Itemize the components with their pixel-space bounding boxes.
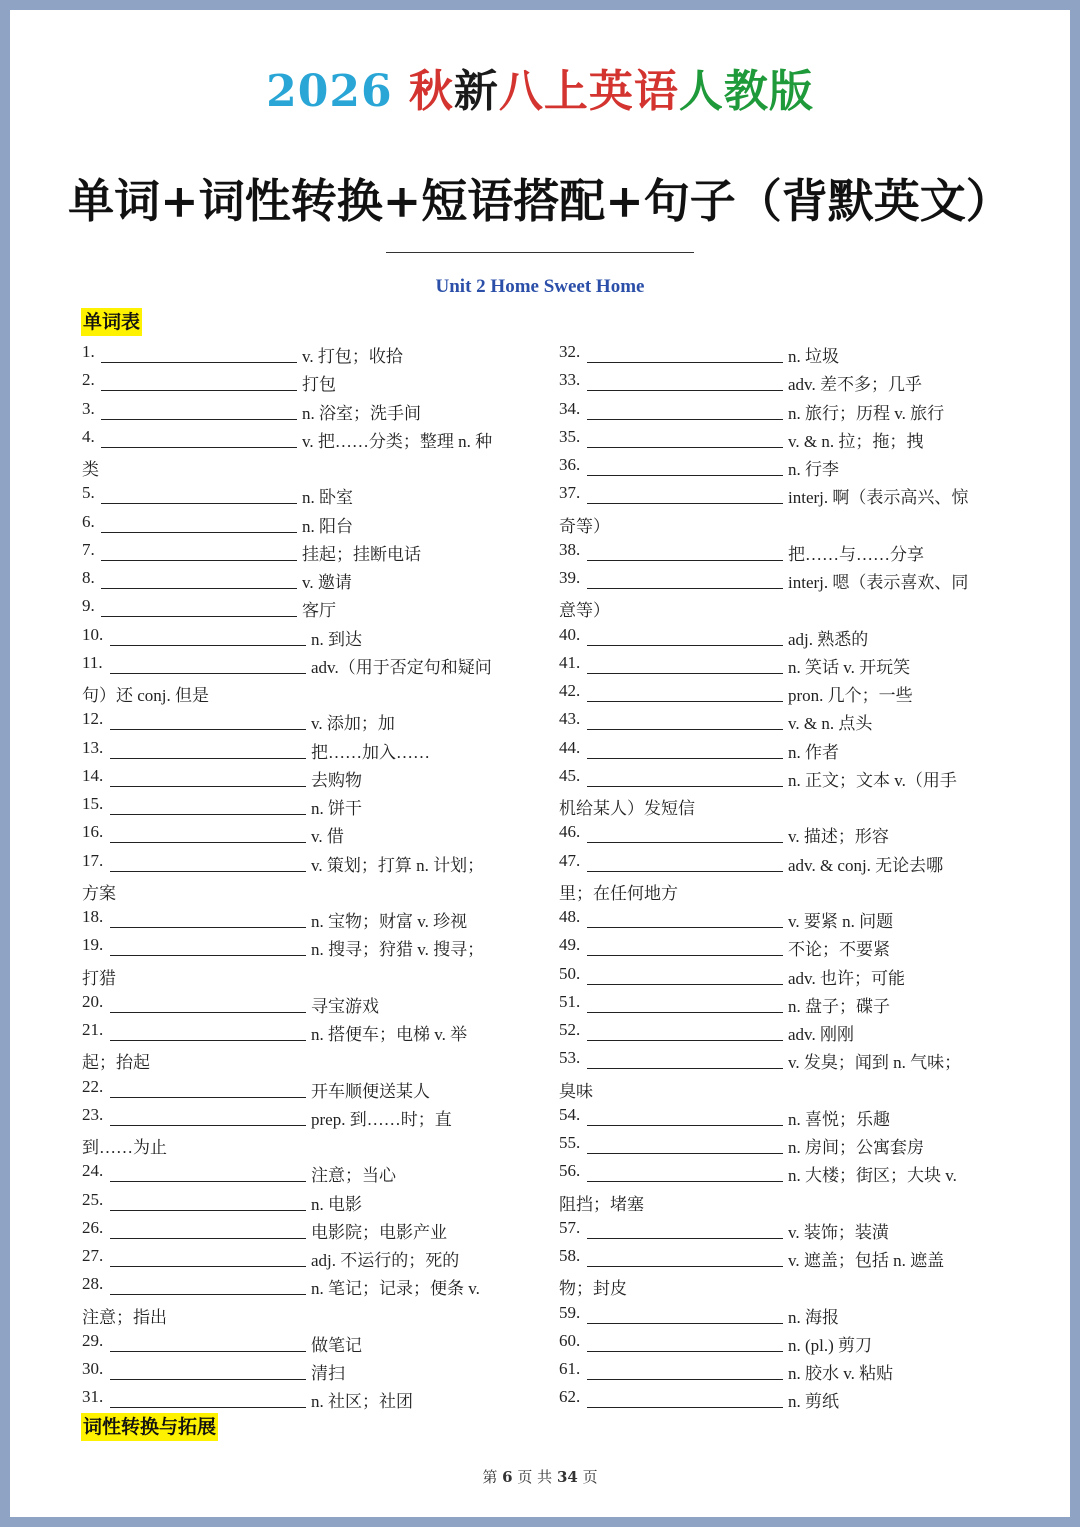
entry-number: 29.: [82, 1330, 104, 1350]
entry-definition-continued: 物；封皮: [559, 1279, 627, 1299]
word-entry: [82, 790, 522, 818]
word-entry: [559, 621, 999, 649]
entry-definition-continued: 句）还 conj. 但是: [82, 686, 210, 705]
entry-number: 24.: [82, 1161, 104, 1181]
entry-continuation: [82, 1299, 522, 1327]
answer-blank[interactable]: [110, 814, 306, 815]
entry-number: 30.: [82, 1359, 104, 1378]
divider: [386, 252, 694, 253]
title-new: 新: [453, 66, 499, 117]
entry-definition: n. 正文；文本 v.（用手: [788, 770, 957, 790]
entry-number: 39.: [559, 568, 581, 587]
entry-number: 61.: [559, 1359, 581, 1378]
entry-definition-continued: 类: [82, 460, 99, 479]
entry-number: 15.: [82, 794, 104, 813]
footer-middle: 页 共: [517, 1468, 553, 1486]
entry-definition: 去购物: [311, 770, 362, 790]
title-subject: 英语: [588, 66, 679, 117]
word-entry: [559, 1016, 999, 1044]
entry-continuation: [559, 875, 999, 903]
entry-number: 34.: [559, 398, 581, 418]
entry-number: 23.: [82, 1104, 104, 1124]
entry-definition: n. 卧室: [302, 488, 353, 508]
entry-continuation: [82, 960, 522, 988]
entry-number: 42.: [559, 681, 581, 700]
entry-definition: n. 垃圾: [788, 347, 839, 366]
entry-number: 43.: [559, 709, 581, 729]
entry-number: 51.: [559, 991, 581, 1011]
entry-definition: v. 发臭；闻到 n. 气味；: [788, 1053, 962, 1073]
footer-suffix: 页: [582, 1468, 598, 1486]
entry-number: 3.: [82, 398, 95, 418]
answer-blank[interactable]: [587, 1040, 783, 1041]
title-year: 2026: [266, 66, 393, 117]
word-entry: [82, 1157, 522, 1185]
word-entry: [82, 903, 522, 931]
word-entry: [559, 1101, 999, 1129]
entry-definition: v. & n. 点头: [788, 714, 873, 734]
word-entry: [559, 677, 999, 705]
answer-blank[interactable]: [110, 758, 306, 759]
word-entry: [82, 1355, 522, 1383]
word-entry: [559, 1044, 999, 1072]
word-entry: [559, 479, 999, 507]
answer-blank[interactable]: [110, 1097, 306, 1098]
entry-definition: n. 社区；社团: [311, 1392, 413, 1412]
entry-number: 52.: [559, 1020, 581, 1039]
answer-blank[interactable]: [110, 871, 306, 872]
answer-blank[interactable]: [110, 1040, 306, 1041]
word-entry: [82, 734, 522, 762]
answer-blank[interactable]: [101, 616, 297, 617]
entry-definition-continued: 起；抬起: [82, 1053, 150, 1073]
entry-number: 47.: [559, 850, 581, 870]
entry-definition: n. 阳台: [302, 516, 353, 536]
entry-number: 33.: [559, 370, 581, 390]
entry-definition: prep. 到……时；直: [311, 1109, 452, 1129]
entry-number: 57.: [559, 1217, 581, 1237]
right-word-column: [559, 338, 999, 1412]
entry-number: 37.: [559, 483, 581, 503]
word-entry: [82, 847, 522, 875]
entry-number: 62.: [559, 1387, 581, 1407]
word-entry: [82, 564, 522, 592]
entry-number: 17.: [82, 850, 104, 870]
entry-number: 12.: [82, 709, 104, 729]
entry-definition: v. 借: [311, 827, 344, 847]
word-entry: [82, 705, 522, 733]
word-entry: [559, 366, 999, 394]
entry-definition: adv. & conj. 无论去哪: [788, 855, 944, 875]
word-entry: [559, 1327, 999, 1355]
answer-blank[interactable]: [110, 927, 306, 928]
entry-continuation: [559, 1073, 999, 1101]
word-entry: [82, 1214, 522, 1242]
entry-continuation: [82, 451, 522, 479]
answer-blank[interactable]: [587, 1379, 783, 1380]
entry-number: 18.: [82, 907, 104, 926]
word-entry: [559, 564, 999, 592]
entry-number: 50.: [559, 963, 581, 983]
word-entry: [559, 734, 999, 762]
answer-blank[interactable]: [587, 362, 783, 363]
answer-blank[interactable]: [101, 588, 297, 589]
entry-number: 4.: [82, 426, 95, 446]
entry-number: 36.: [559, 455, 581, 474]
answer-blank[interactable]: [110, 673, 306, 674]
word-entry: [559, 705, 999, 733]
answer-blank[interactable]: [587, 673, 783, 674]
entry-continuation: [559, 1270, 999, 1298]
answer-blank[interactable]: [587, 1266, 783, 1267]
answer-blank[interactable]: [587, 1351, 783, 1352]
entry-definition: n. 饼干: [311, 799, 362, 818]
word-entry: [82, 479, 522, 507]
entry-number: 28.: [82, 1274, 104, 1294]
entry-number: 26.: [82, 1217, 104, 1237]
word-entry: [559, 1355, 999, 1383]
entry-definition: n. 行李: [788, 460, 839, 479]
entry-number: 31.: [82, 1387, 104, 1407]
entry-definition: n. 盘子；碟子: [788, 996, 890, 1016]
word-entry: [82, 536, 522, 564]
answer-blank[interactable]: [110, 729, 306, 730]
entry-definition: 把……与……分享: [788, 544, 924, 564]
entry-number: 58.: [559, 1246, 581, 1265]
entry-definition: adv. 也许；可能: [788, 968, 905, 988]
entry-number: 56.: [559, 1161, 581, 1181]
word-entry: [82, 1186, 522, 1214]
entry-definition: v. & n. 拉；拖；拽: [788, 431, 924, 451]
entry-definition: interj. 嗯（表示喜欢、同: [788, 573, 969, 592]
answer-blank[interactable]: [587, 475, 783, 476]
answer-blank[interactable]: [587, 729, 783, 730]
entry-definition-continued: 方案: [82, 883, 116, 903]
entry-continuation: [559, 1186, 999, 1214]
answer-blank[interactable]: [587, 390, 783, 391]
entry-number: 11.: [82, 652, 103, 672]
entry-definition: adj. 熟悉的: [788, 629, 869, 649]
entry-definition: n. 电影: [311, 1194, 362, 1214]
entry-definition-continued: 打猎: [82, 968, 116, 988]
entry-definition: 打包: [302, 375, 336, 395]
answer-blank[interactable]: [110, 842, 306, 843]
entry-definition: v. 添加；加: [311, 714, 395, 734]
answer-blank[interactable]: [587, 419, 783, 420]
entry-definition-continued: 阻挡；堵塞: [559, 1194, 644, 1214]
entry-number: 7.: [82, 539, 95, 559]
word-entry: [559, 988, 999, 1016]
entry-definition-continued: 奇等）: [559, 516, 610, 536]
main-title: [0, 55, 1080, 119]
answer-blank[interactable]: [587, 842, 783, 843]
entry-continuation: [82, 677, 522, 705]
entry-number: 40.: [559, 624, 581, 644]
word-entry: [82, 1101, 522, 1129]
entry-definition: 开车顺便送某人: [311, 1081, 430, 1101]
entry-definition-continued: 机给某人）发短信: [559, 799, 695, 818]
entry-definition-continued: 到……为止: [82, 1138, 167, 1157]
word-entry: [559, 1242, 999, 1270]
entry-number: 22.: [82, 1076, 104, 1096]
answer-blank[interactable]: [587, 758, 783, 759]
word-entry: [559, 931, 999, 959]
word-entry: [82, 395, 522, 423]
word-entry: [559, 1129, 999, 1157]
answer-blank[interactable]: [110, 1181, 306, 1182]
word-entry: [559, 847, 999, 875]
answer-blank[interactable]: [110, 786, 306, 787]
answer-blank[interactable]: [101, 560, 297, 561]
answer-blank[interactable]: [110, 1379, 306, 1380]
title-edition: 人教版: [678, 66, 814, 117]
answer-blank[interactable]: [587, 588, 783, 589]
entry-number: 53.: [559, 1048, 581, 1068]
entry-number: 14.: [82, 765, 104, 785]
answer-blank[interactable]: [587, 1068, 783, 1069]
entry-definition: n. 到达: [311, 629, 362, 649]
entry-continuation: [559, 592, 999, 620]
vocab-section-label: 单词表: [81, 308, 142, 336]
answer-blank[interactable]: [587, 1238, 783, 1239]
entry-definition: n. 房间；公寓套房: [788, 1138, 924, 1157]
word-entry: [559, 1383, 999, 1411]
word-entry: [559, 1157, 999, 1185]
entry-definition: 挂起；挂断电话: [302, 544, 421, 564]
entry-definition: 把……加入……: [311, 742, 430, 762]
word-entry: [82, 592, 522, 620]
answer-blank[interactable]: [101, 532, 297, 533]
entry-definition: adv. 刚刚: [788, 1025, 854, 1044]
word-entry: [559, 649, 999, 677]
answer-blank[interactable]: [110, 1407, 306, 1408]
entry-number: 49.: [559, 935, 581, 955]
word-entry: [559, 423, 999, 451]
word-entry: [82, 423, 522, 451]
answer-blank[interactable]: [110, 1238, 306, 1239]
word-entry: [82, 1270, 522, 1298]
title-autumn: 秋: [408, 66, 454, 117]
entry-continuation: [82, 875, 522, 903]
entry-number: 32.: [559, 342, 581, 361]
entry-number: 13.: [82, 737, 104, 757]
entry-definition-continued: 臭味: [559, 1081, 593, 1101]
entry-number: 41.: [559, 652, 581, 672]
answer-blank[interactable]: [587, 447, 783, 448]
answer-blank[interactable]: [110, 1294, 306, 1295]
entry-definition: n. 胶水 v. 粘贴: [788, 1364, 894, 1383]
entry-definition: n. 搜寻；狩猎 v. 搜寻；: [311, 940, 485, 960]
entry-definition: 电影院；电影产业: [311, 1222, 447, 1242]
answer-blank[interactable]: [110, 1012, 306, 1013]
entry-number: 45.: [559, 765, 581, 785]
footer-total-pages: 34: [556, 1468, 578, 1486]
answer-blank[interactable]: [110, 645, 306, 646]
word-entry: [82, 762, 522, 790]
word-entry: [559, 762, 999, 790]
word-entry: [82, 621, 522, 649]
answer-blank[interactable]: [587, 927, 783, 928]
left-word-column: [82, 338, 522, 1412]
word-entry: [82, 338, 522, 366]
answer-blank[interactable]: [587, 1407, 783, 1408]
answer-blank[interactable]: [587, 955, 783, 956]
answer-blank[interactable]: [110, 1266, 306, 1267]
word-entry: [559, 395, 999, 423]
entry-number: 55.: [559, 1133, 581, 1152]
entry-definition: n. 海报: [788, 1307, 839, 1327]
entry-continuation: [82, 1044, 522, 1072]
word-entry: [559, 451, 999, 479]
entry-definition: adv. 差不多；几乎: [788, 375, 922, 395]
entry-definition: v. 遮盖；包括 n. 遮盖: [788, 1251, 945, 1270]
answer-blank[interactable]: [587, 984, 783, 985]
answer-blank[interactable]: [587, 560, 783, 561]
entry-definition: adv.（用于否定句和疑问: [311, 657, 492, 677]
word-entry: [82, 1242, 522, 1270]
entry-definition: n. (pl.) 剪刀: [788, 1335, 873, 1355]
answer-blank[interactable]: [587, 701, 783, 702]
entry-definition: v. 描述；形容: [788, 827, 889, 847]
answer-blank[interactable]: [101, 390, 297, 391]
entry-definition: pron. 几个；一些: [788, 686, 913, 705]
word-entry: [559, 338, 999, 366]
entry-definition: interj. 啊（表示高兴、惊: [788, 488, 969, 508]
entry-definition: n. 搭便车；电梯 v. 举: [311, 1025, 468, 1044]
answer-blank[interactable]: [587, 1012, 783, 1013]
entry-definition-continued: 意等）: [559, 601, 610, 621]
entry-number: 8.: [82, 568, 95, 587]
entry-number: 60.: [559, 1330, 581, 1350]
entry-number: 44.: [559, 737, 581, 757]
entry-definition: n. 剪纸: [788, 1392, 839, 1412]
entry-definition: v. 要紧 n. 问题: [788, 912, 894, 931]
entry-definition: n. 笑话 v. 开玩笑: [788, 657, 911, 677]
entry-number: 6.: [82, 511, 95, 531]
entry-definition: n. 大楼；街区；大块 v.: [788, 1166, 957, 1186]
entry-number: 25.: [82, 1189, 104, 1209]
answer-blank[interactable]: [101, 503, 297, 504]
answer-blank[interactable]: [587, 1125, 783, 1126]
answer-blank[interactable]: [101, 447, 297, 448]
answer-blank[interactable]: [101, 419, 297, 420]
word-entry: [82, 1383, 522, 1411]
unit-title: Unit 2 Home Sweet Home: [435, 276, 645, 297]
entry-definition: n. 浴室；洗手间: [302, 403, 421, 423]
answer-blank[interactable]: [587, 786, 783, 787]
word-entry: [82, 508, 522, 536]
entry-number: 35.: [559, 426, 581, 446]
entry-number: 16.: [82, 822, 104, 842]
wordform-section-label: 词性转换与拓展: [81, 1413, 218, 1441]
answer-blank[interactable]: [110, 1210, 306, 1211]
entry-definition: n. 作者: [788, 742, 839, 762]
word-entry: [559, 818, 999, 846]
answer-blank[interactable]: [587, 1181, 783, 1182]
entry-definition: n. 宝物；财富 v. 珍视: [311, 912, 468, 931]
entry-definition: adj. 不运行的；死的: [311, 1251, 460, 1270]
answer-blank[interactable]: [101, 362, 297, 363]
entry-number: 20.: [82, 991, 104, 1011]
entry-number: 59.: [559, 1302, 581, 1322]
word-entry: [559, 536, 999, 564]
word-entry: [82, 988, 522, 1016]
answer-blank[interactable]: [110, 1351, 306, 1352]
entry-number: 48.: [559, 907, 581, 926]
entry-continuation: [559, 508, 999, 536]
entry-number: 46.: [559, 822, 581, 842]
entry-definition-continued: 里；在任何地方: [559, 883, 678, 903]
entry-definition: n. 笔记；记录；便条 v.: [311, 1279, 480, 1299]
entry-number: 1.: [82, 342, 95, 361]
entry-definition: n. 旅行；历程 v. 旅行: [788, 403, 945, 423]
entry-definition: v. 装饰；装潢: [788, 1222, 889, 1242]
word-entry: [82, 1327, 522, 1355]
entry-number: 10.: [82, 624, 104, 644]
entry-definition: v. 把……分类；整理 n. 种: [302, 431, 493, 451]
entry-definition: 注意；当心: [311, 1166, 396, 1186]
entry-number: 9.: [82, 596, 95, 616]
title-grade: 八上: [498, 66, 589, 117]
entry-continuation: [82, 1129, 522, 1157]
answer-blank[interactable]: [587, 645, 783, 646]
entry-number: 5.: [82, 483, 95, 503]
word-entry: [559, 1299, 999, 1327]
entry-definition: v. 邀请: [302, 573, 352, 592]
word-entry: [559, 1214, 999, 1242]
footer-prefix: 第: [482, 1468, 498, 1486]
word-entry: [82, 649, 522, 677]
answer-blank[interactable]: [587, 1323, 783, 1324]
entry-number: 54.: [559, 1104, 581, 1124]
entry-number: 27.: [82, 1246, 104, 1265]
entry-definition: 做笔记: [311, 1335, 362, 1355]
word-entry: [82, 931, 522, 959]
word-entry: [82, 1073, 522, 1101]
entry-number: 38.: [559, 539, 581, 559]
entry-number: 19.: [82, 935, 104, 955]
entry-definition: 清扫: [311, 1364, 345, 1383]
entry-number: 21.: [82, 1020, 104, 1039]
entry-definition: 客厅: [302, 601, 336, 621]
entry-number: 2.: [82, 370, 95, 390]
word-entry: [82, 818, 522, 846]
entry-definition: 寻宝游戏: [311, 996, 379, 1016]
word-entry: [559, 960, 999, 988]
entry-definition: v. 打包；收拾: [302, 347, 403, 366]
answer-blank[interactable]: [587, 871, 783, 872]
entry-continuation: [559, 790, 999, 818]
entry-definition-continued: 注意；指出: [82, 1307, 167, 1327]
answer-blank[interactable]: [110, 1125, 306, 1126]
word-entry: [559, 903, 999, 931]
answer-blank[interactable]: [587, 1153, 783, 1154]
word-entry: [82, 366, 522, 394]
answer-blank[interactable]: [110, 955, 306, 956]
entry-definition: 不论；不要紧: [788, 940, 890, 960]
page-footer: [0, 1466, 1080, 1487]
subtitle: 单词+词性转换+短语搭配+句子（背默英文）: [68, 174, 1012, 228]
word-entry: [82, 1016, 522, 1044]
entry-definition: v. 策划；打算 n. 计划；: [311, 855, 485, 875]
answer-blank[interactable]: [587, 503, 783, 504]
footer-page-number: 6: [502, 1468, 513, 1486]
entry-definition: n. 喜悦；乐趣: [788, 1109, 890, 1129]
